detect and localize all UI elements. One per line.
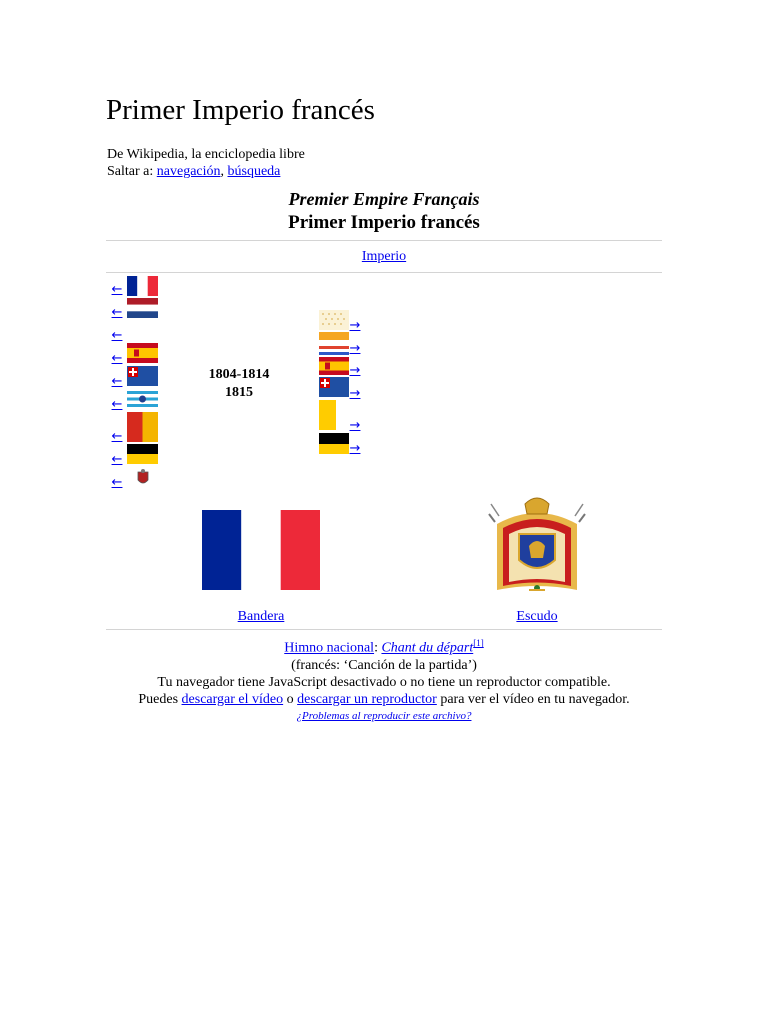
problems-line xyxy=(106,708,662,725)
papal-states-flag-icon[interactable] xyxy=(127,412,158,442)
successor-flag-spain-icon[interactable] xyxy=(319,357,349,375)
download-player-link[interactable]: descargar un reproductor xyxy=(297,691,437,707)
anthem-label-link[interactable]: Himno nacional xyxy=(284,640,375,656)
anthem-translation: (francés: ‘Canción de la partida’) xyxy=(291,657,477,673)
player-message: Tu navegador tiene JavaScript desactivado o no tiene un reproductor compatible. xyxy=(157,674,611,690)
holy-roman-empire-flag-icon[interactable] xyxy=(127,444,158,464)
infobox-local-name: Premier Empire Français xyxy=(288,189,480,209)
successor-arrow[interactable]: → xyxy=(349,341,361,356)
coat-of-arms-caption xyxy=(477,608,597,626)
download-video-link[interactable]: descargar el vídeo xyxy=(181,691,284,707)
predecessor-arrow[interactable]: ← xyxy=(111,282,123,297)
coat-of-arms-link[interactable]: Escudo xyxy=(516,609,558,624)
infobox-divider xyxy=(106,629,662,630)
coat-of-arms-small-icon[interactable] xyxy=(131,467,155,489)
jump-separator: , xyxy=(220,164,228,179)
download-suffix: para ver el vídeo en tu navegador. xyxy=(436,691,630,707)
anthem-block xyxy=(106,635,662,725)
jump-links xyxy=(107,163,280,180)
successor-arrow[interactable]: → xyxy=(349,363,361,378)
batavian-flag-icon[interactable] xyxy=(127,298,158,318)
page-title: Primer Imperio francés xyxy=(106,94,375,126)
predecessor-arrow[interactable]: ← xyxy=(111,328,123,343)
anthem-name-link[interactable]: Chant du départ xyxy=(381,640,474,656)
anthem-separator: : xyxy=(374,640,382,656)
year-range-1: 1804-1814 xyxy=(208,367,270,382)
predecessor-arrow[interactable]: ← xyxy=(111,397,123,412)
download-line xyxy=(106,691,662,708)
download-prefix: Puedes xyxy=(138,691,182,707)
imperial-coat-of-arms-icon[interactable] xyxy=(485,494,589,598)
jump-navigation-link[interactable]: navegación xyxy=(156,164,221,179)
predecessor-arrow[interactable]: ← xyxy=(111,305,123,320)
french-republic-flag-icon[interactable] xyxy=(127,276,158,296)
predecessor-arrow[interactable]: ← xyxy=(111,452,123,467)
infobox-years xyxy=(190,366,288,402)
successor-arrow[interactable]: → xyxy=(349,418,361,433)
government-link[interactable]: Imperio xyxy=(361,249,407,264)
successor-flag-sardinia-icon[interactable] xyxy=(319,377,349,397)
kingdom-sardinia-flag-icon[interactable] xyxy=(127,366,158,386)
anthem-line xyxy=(106,635,662,657)
predecessor-arrow[interactable]: ← xyxy=(111,374,123,389)
successor-flag-austria-icon[interactable] xyxy=(319,433,349,454)
predecessor-arrow[interactable]: ← xyxy=(111,475,123,490)
spain-flag-icon[interactable] xyxy=(127,343,158,363)
successor-flag-stars-icon[interactable] xyxy=(319,310,349,330)
predecessor-arrow[interactable]: ← xyxy=(111,351,123,366)
successor-arrow[interactable]: → xyxy=(349,318,361,333)
flag-caption xyxy=(201,608,321,626)
predecessor-arrow[interactable]: ← xyxy=(111,429,123,444)
infobox-divider xyxy=(106,240,662,241)
ligurian-flag-icon[interactable] xyxy=(127,389,158,409)
jump-search-link[interactable]: búsqueda xyxy=(227,164,281,179)
download-mid: o xyxy=(283,691,298,707)
successor-arrow[interactable]: → xyxy=(349,441,361,456)
anthem-reference-link[interactable]: [1] xyxy=(473,638,484,648)
successor-flag-papal-icon[interactable] xyxy=(319,400,336,430)
infobox-divider xyxy=(106,272,662,273)
flag-link[interactable]: Bandera xyxy=(237,609,285,624)
year-range-2: 1815 xyxy=(225,385,253,400)
infobox-government-row xyxy=(106,248,662,266)
playback-problems-link[interactable]: ¿Problemas al reproducir este archivo? xyxy=(296,709,472,722)
jump-prefix: Saltar a: xyxy=(107,164,157,179)
successor-flag-netherlands-icon[interactable] xyxy=(319,346,349,355)
french-empire-flag-icon[interactable] xyxy=(202,510,320,590)
site-tagline: De Wikipedia, la enciclopedia libre xyxy=(107,147,305,162)
successor-flag-orange-icon[interactable] xyxy=(319,332,349,340)
successor-arrow[interactable]: → xyxy=(349,386,361,401)
infobox-common-name: Primer Imperio francés xyxy=(288,212,480,233)
